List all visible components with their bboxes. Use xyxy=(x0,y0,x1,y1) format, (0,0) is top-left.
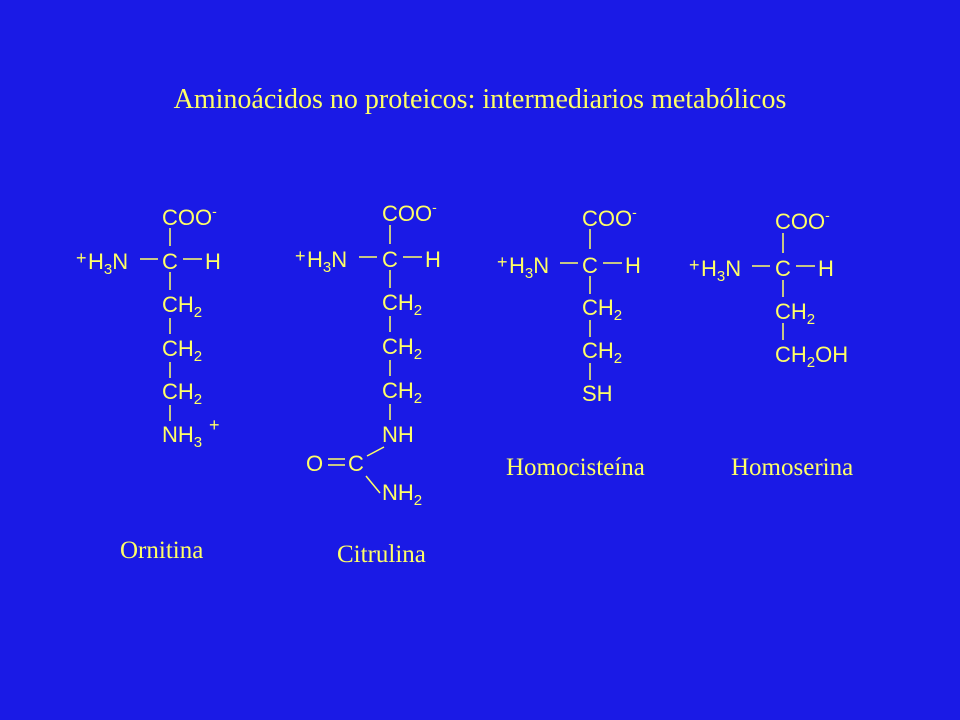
molecule-name-ornitina: Ornitina xyxy=(120,537,204,564)
methylene-group: $CH_2$ xyxy=(162,292,203,321)
homoserina-structure xyxy=(689,207,848,371)
methylene-group: $CH_2$ xyxy=(582,338,623,367)
carboxylate-group: COO- xyxy=(382,199,437,226)
molecule-name-homoserina: Homoserina xyxy=(731,454,854,481)
plus-charge: + xyxy=(689,255,700,275)
alpha-carbon: C xyxy=(382,247,398,272)
citrulina-structure xyxy=(295,199,441,509)
alpha-carbon: C xyxy=(775,256,791,281)
molecule-name-homocisteina: Homocisteína xyxy=(506,454,645,481)
plus-charge: + xyxy=(209,415,220,435)
ammonium-group: $NH_3$ xyxy=(162,422,203,451)
carboxylate-group: COO- xyxy=(775,207,830,234)
bond xyxy=(367,447,384,456)
alpha-carbon: C xyxy=(582,253,598,278)
thiol-group: SH xyxy=(582,381,613,406)
alpha-carbon: C xyxy=(162,249,178,274)
plus-charge: + xyxy=(497,252,508,272)
hydrogen-atom: H xyxy=(625,253,641,278)
oxygen-atom: O xyxy=(306,451,324,476)
ornitina-structure xyxy=(76,203,221,451)
hydrogen-atom: H xyxy=(205,249,221,274)
amino-group: $H_3N$ xyxy=(509,253,550,282)
bond xyxy=(366,476,380,493)
methylene-group: $CH_2$ xyxy=(382,378,423,407)
molecule-name-citrulina: Citrulina xyxy=(337,541,426,568)
amino-group: $H_3N$ xyxy=(701,256,742,285)
amino-group: $H_3N$ xyxy=(307,247,348,276)
hydrogen-atom: H xyxy=(818,256,834,281)
carbonyl-carbon: C xyxy=(348,451,364,476)
methylene-group: $CH_2$ xyxy=(382,290,423,319)
methylene-group: $CH_2$ xyxy=(382,334,423,363)
plus-charge: + xyxy=(295,246,306,266)
carboxylate-group: COO- xyxy=(162,203,217,230)
methylene-group: $CH_2$ xyxy=(162,336,203,365)
slide-title: Aminoácidos no proteicos: intermediarios metabólicos xyxy=(173,84,787,115)
imino-group: NH xyxy=(382,422,414,447)
plus-charge: + xyxy=(76,248,87,268)
homocisteina-structure xyxy=(497,204,641,406)
methylene-group: $CH_2$ xyxy=(162,379,203,408)
methylene-group: $CH_2$ xyxy=(775,299,816,328)
amino-group: $NH_2$ xyxy=(382,480,423,509)
hydrogen-atom: H xyxy=(425,247,441,272)
carboxylate-group: COO- xyxy=(582,204,637,231)
methylene-group: $CH_2$ xyxy=(582,295,623,324)
amino-group: $H_3N$ xyxy=(88,249,129,278)
hydroxymethyl-group: $CH_2OH$ xyxy=(775,342,849,371)
